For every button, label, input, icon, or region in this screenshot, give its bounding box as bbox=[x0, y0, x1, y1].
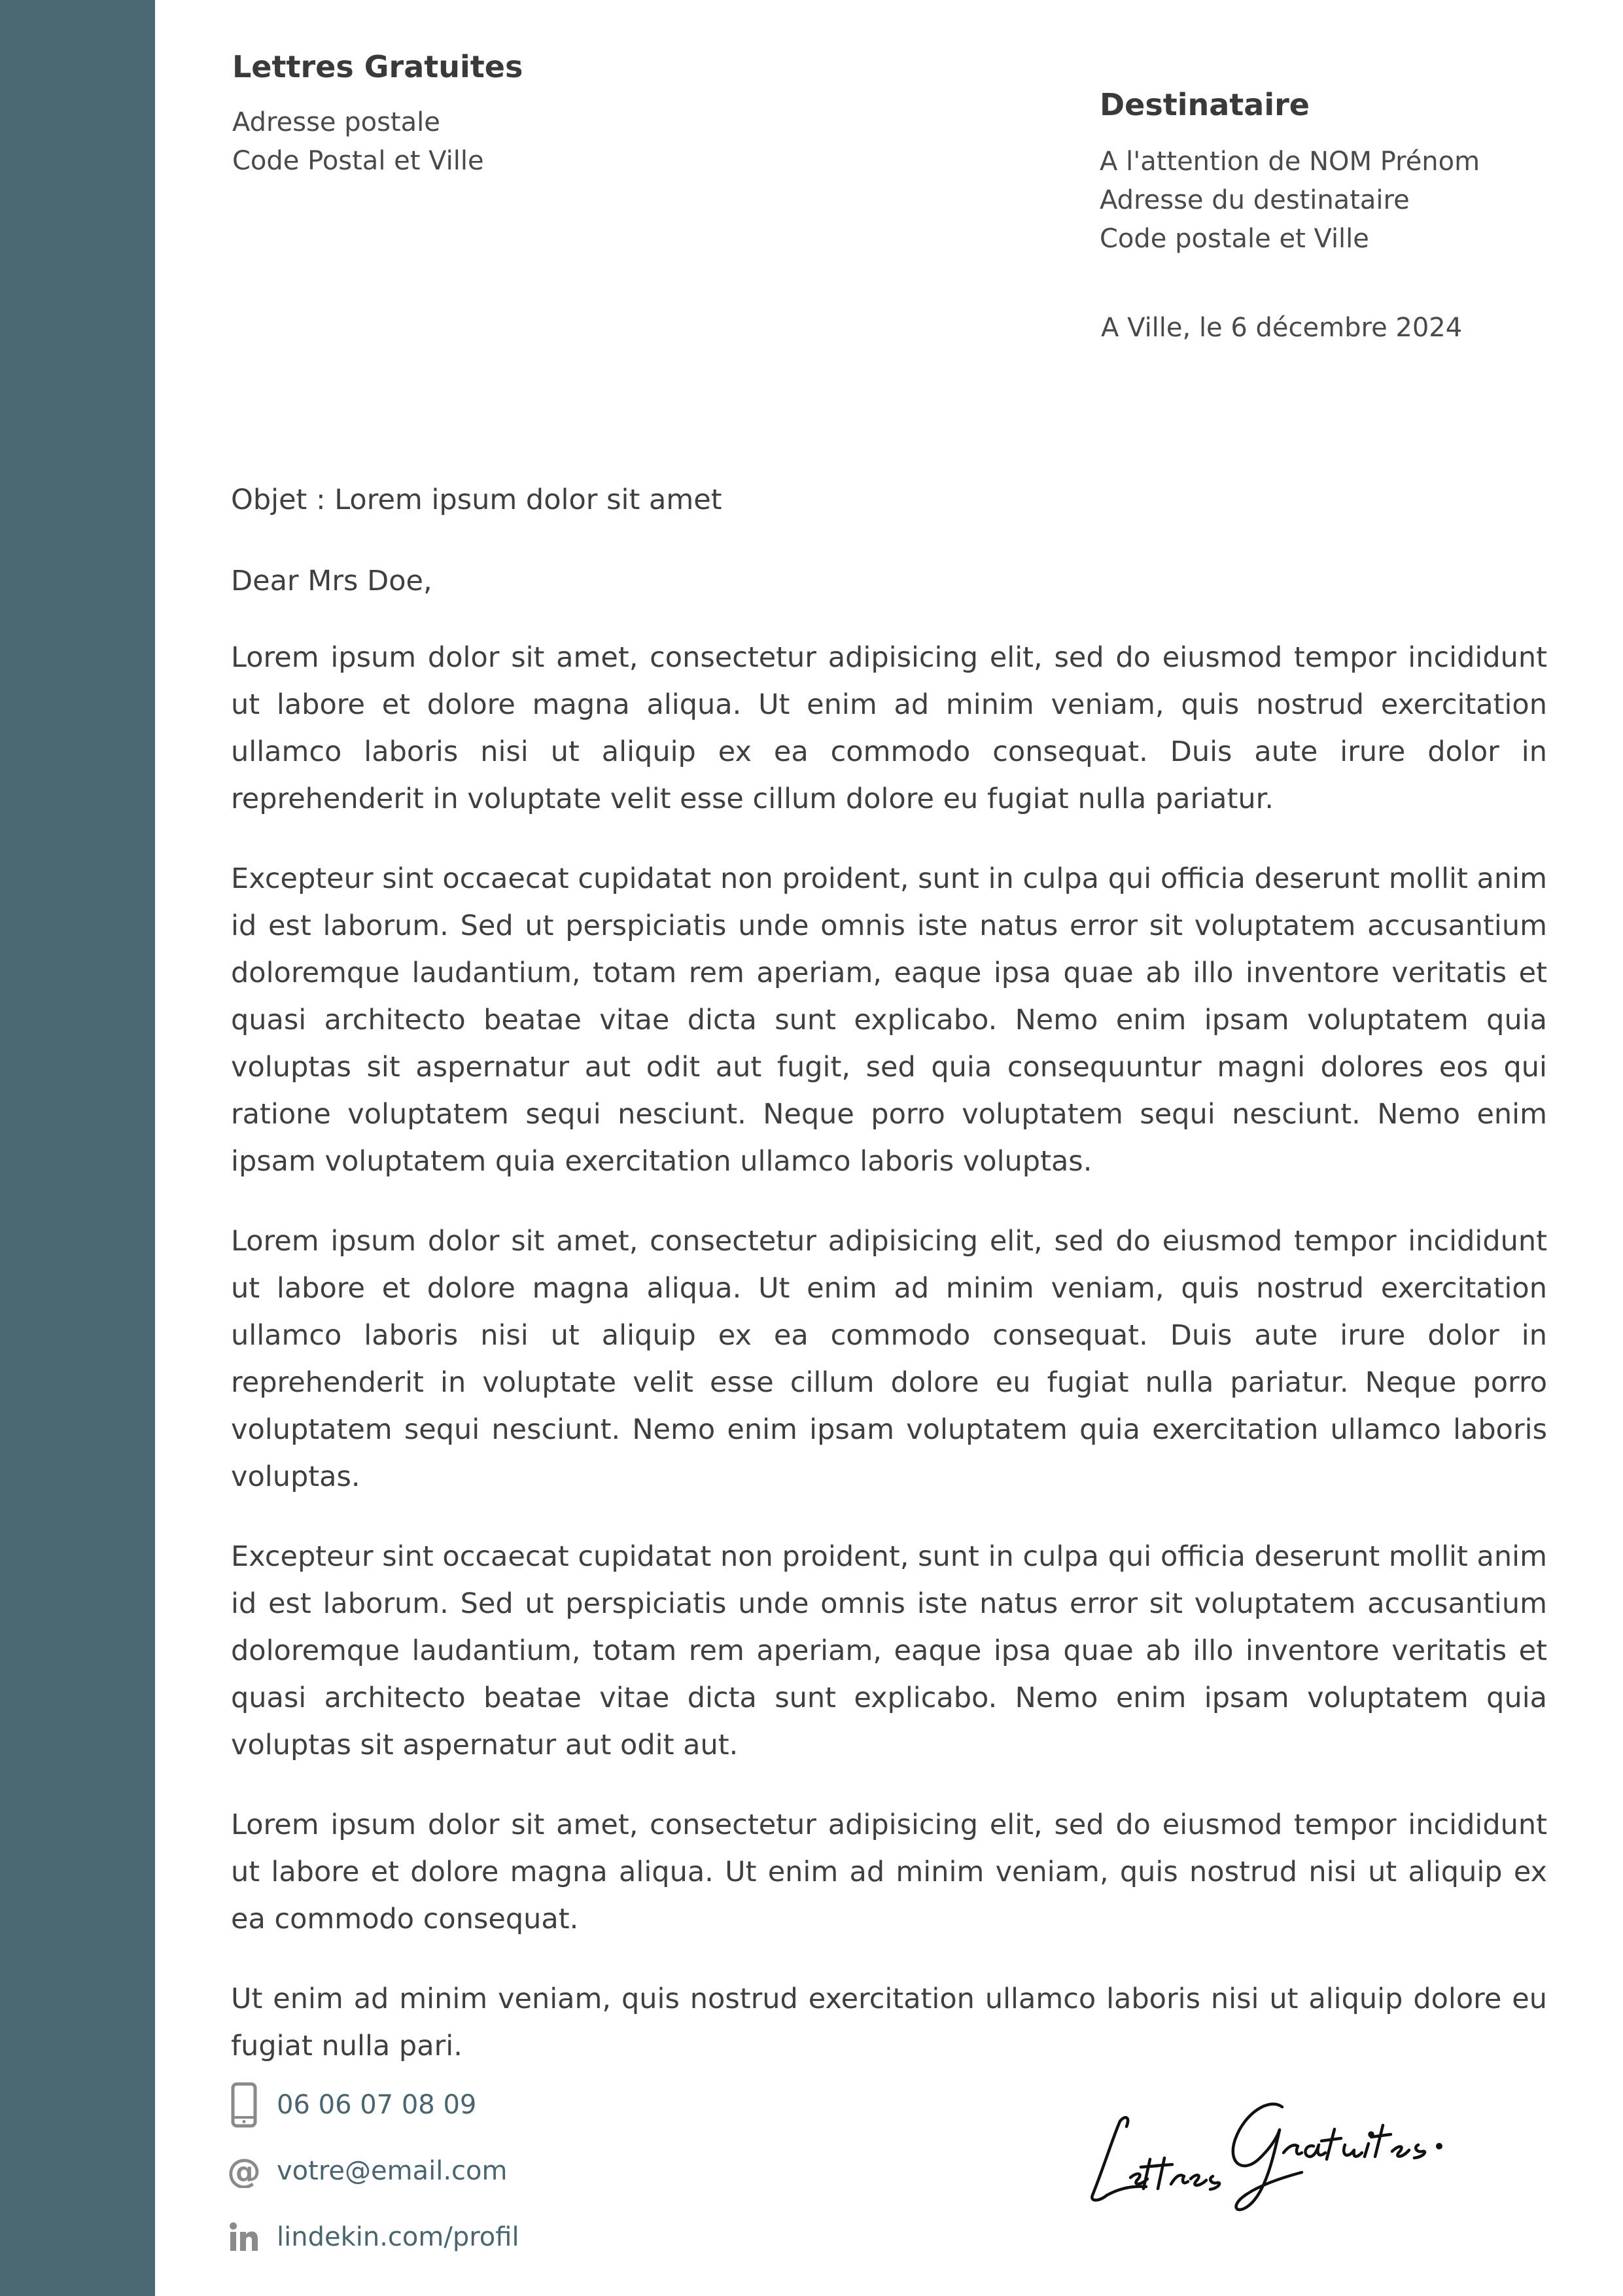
recipient-address: Adresse du destinataire bbox=[1100, 185, 1410, 215]
paragraph: Ut enim ad minim veniam, quis nostrud exercitation ullamco laboris nisi ut aliquip dolore eu fugiat nulla pari. bbox=[231, 1983, 1547, 2062]
sender-address: Adresse postale bbox=[232, 107, 440, 137]
linkedin-profile[interactable]: lindekin.com/profil bbox=[277, 2222, 519, 2252]
paragraph: Lorem ipsum dolor sit amet, consectetur adipisicing elit, sed do eiusmod tempor incididunt ut labore et dolore magna aliqua. Ut enim ad minim veniam, quis nostrud nisi ut aliquip ex ea commodo consequat. bbox=[231, 1809, 1547, 1935]
sender-name: Lettres Gratuites bbox=[232, 49, 523, 84]
contact-phone bbox=[226, 2082, 814, 2128]
contact-linkedin bbox=[226, 2214, 814, 2260]
sidebar-band bbox=[0, 0, 155, 2296]
recipient-attention: A l'attention de NOM Prénom bbox=[1100, 147, 1480, 177]
sender-block bbox=[232, 47, 821, 181]
at-sign-icon bbox=[226, 2148, 262, 2194]
paragraph: Excepteur sint occaecat cupidatat non proident, sunt in culpa qui officia deserunt mollit anim id est laborum. Sed ut perspiciatis unde omnis iste natus error sit voluptatem accusantium doloremque laudantium, totam rem aperiam, eaque ipsa quae ab illo inventore veritatis et quasi architecto beatae vitae dicta sunt explicabo. Nemo enim ipsam voluptatem quia voluptas sit aspernatur aut odit aut. bbox=[231, 1540, 1547, 1761]
letter-date: A Ville, le 6 décembre 2024 bbox=[1101, 313, 1463, 343]
paragraph: Excepteur sint occaecat cupidatat non proident, sunt in culpa qui officia deserunt mollit anim id est laborum. Sed ut perspiciatis unde omnis iste natus error sit voluptatem accusantium doloremque laudantium, totam rem aperiam, eaque ipsa quae ab illo inventore veritatis et quasi architecto beatae vitae dicta sunt explicabo. Nemo enim ipsam voluptatem quia voluptas sit aspernatur aut odit aut fugit, sed quia consequuntur magni dolores eos qui ratione voluptatem sequi nesciunt. Neque porro voluptatem sequi nesciunt. Nemo enim ipsam voluptatem quia exercitation ullamco laboris voluptas. bbox=[231, 862, 1547, 1178]
recipient-title: Destinataire bbox=[1100, 87, 1310, 122]
phone-number[interactable]: 06 06 07 08 09 bbox=[277, 2090, 477, 2120]
letter-body bbox=[231, 481, 1547, 2070]
handwritten-signature bbox=[1073, 2061, 1465, 2218]
letter-subject: Objet : Lorem ipsum dolor sit amet bbox=[231, 484, 722, 516]
paragraph: Lorem ipsum dolor sit amet, consectetur adipisicing elit, sed do eiusmod tempor incididunt ut labore et dolore magna aliqua. Ut enim ad minim veniam, quis nostrud exercitation ullamco laboris nisi ut aliquip ex ea commodo consequat. Duis aute irure dolor in reprehenderit in voluptate velit esse cillum dolore eu fugiat nulla pariatur. bbox=[231, 641, 1547, 815]
email-address[interactable]: votre@email.com bbox=[277, 2156, 508, 2186]
contact-list bbox=[226, 2082, 814, 2280]
sender-city: Code Postal et Ville bbox=[232, 146, 484, 176]
svg-text:@: @ bbox=[227, 2154, 261, 2188]
contact-email bbox=[226, 2148, 814, 2194]
paragraph: Lorem ipsum dolor sit amet, consectetur adipisicing elit, sed do eiusmod tempor incididunt ut labore et dolore magna aliqua. Ut enim ad minim veniam, quis nostrud exercitation ullamco laboris nisi ut aliquip ex ea commodo consequat. Duis aute irure dolor in reprehenderit in voluptate velit esse cillum dolore eu fugiat nulla pariatur. Neque porro voluptatem sequi nesciunt. Nemo enim ipsam voluptatem quia exercitation ullamco laboris voluptas. bbox=[231, 1225, 1547, 1493]
recipient-block bbox=[1100, 85, 1597, 258]
mobile-phone-icon bbox=[226, 2082, 262, 2128]
recipient-city: Code postale et Ville bbox=[1100, 224, 1369, 254]
letter-greeting: Dear Mrs Doe, bbox=[231, 565, 432, 597]
linkedin-icon bbox=[226, 2214, 262, 2260]
